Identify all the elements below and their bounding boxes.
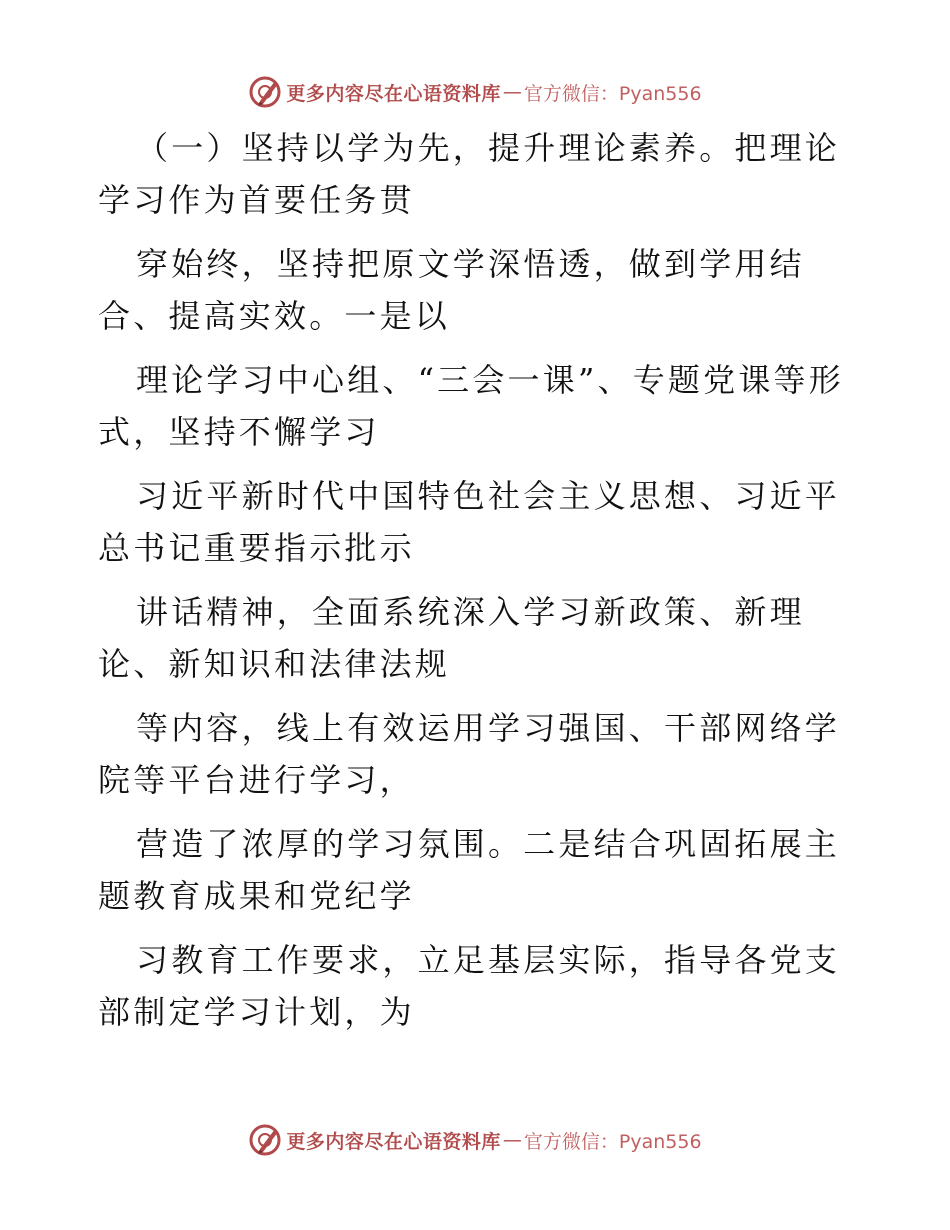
watermark-contact-text: 官方微信：Pyan556 [523, 1130, 702, 1153]
watermark-separator: — [502, 1129, 522, 1151]
paragraph: 习近平新时代中国特色社会主义思想、习近平总书记重要指示批示 [98, 477, 841, 567]
watermark-site-text: 更多内容尽在心语资料库 [286, 82, 501, 105]
document-body [98, 122, 858, 1050]
watermark-separator: — [502, 81, 522, 103]
paragraph: 讲话精神，全面系统深入学习新政策、新理论、新知识和法律法规 [98, 593, 805, 683]
watermark-contact-text: 官方微信：Pyan556 [523, 82, 702, 105]
paragraph: 等内容，线上有效运用学习强国、干部网络学院等平台进行学习， [98, 709, 841, 799]
paragraph: 理论学习中心组、“三会一课”、专题党课等形式，坚持不懈学习 [98, 361, 844, 451]
footer-watermark [0, 1120, 950, 1160]
header-watermark [0, 72, 950, 112]
paragraph: 营造了浓厚的学习氛围。二是结合巩固拓展主题教育成果和党纪学 [98, 825, 841, 915]
paragraph: 穿始终，坚持把原文学深悟透，做到学用结合、提高实效。一是以 [98, 245, 805, 335]
paragraph: 习教育工作要求，立足基层实际，指导各党支部制定学习计划，为 [98, 941, 841, 1031]
paragraph: （一）坚持以学为先，提升理论素养。把理论学习作为首要任务贯 [98, 129, 841, 219]
pen-logo-icon [248, 75, 282, 109]
pen-logo-icon [248, 1123, 282, 1157]
watermark-site-text: 更多内容尽在心语资料库 [286, 1130, 501, 1153]
